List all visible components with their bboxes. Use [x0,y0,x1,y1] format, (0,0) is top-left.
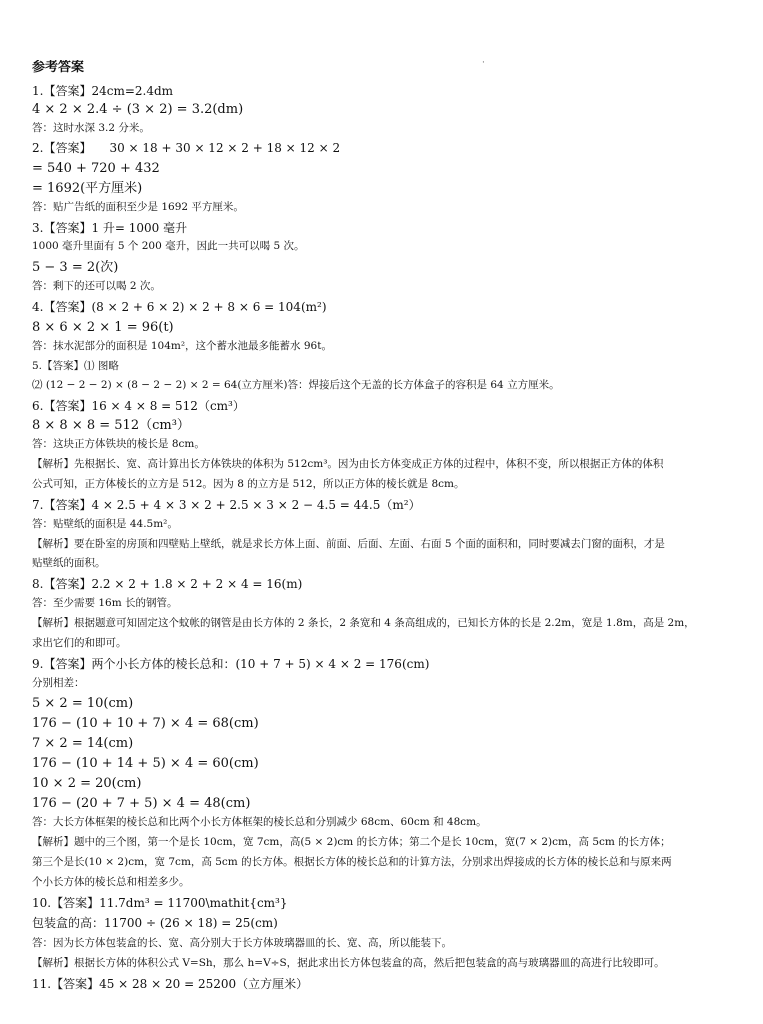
answer-line: 7.【答案】4 × 2.5 + 4 × 3 × 2 + 2.5 × 3 × 2 − 4.5 = 44.5（m²） [32,498,421,512]
answer-line: 9.【答案】两个小长方体的棱长总和：(10 + 7 + 5) × 4 × 2 = 176(cm) [32,657,430,671]
answer-line: 11.【答案】45 × 28 × 20 = 25200（立方厘米） [32,977,309,991]
analysis-line: 贴壁纸的面积。 [32,557,106,569]
page-title: 参考答案 [32,60,85,75]
analysis-line: 【解析】要在卧室的房顶和四壁贴上壁纸，就是求长方体上面、前面、后面、左面、右面 5 个面的面积和，同时要减去门窗的面积，才是 [32,538,665,550]
answer-line: 4 × 2 × 2.4 ÷ (3 × 2) = 3.2(dm) [32,102,244,117]
answer-line: 答：这时水深 3.2 分米。 [32,122,150,134]
analysis-line: 个小长方体的棱长总和相差多少。 [32,876,190,888]
analysis-line: 【解析】根据长方体的体积公式 V=Sh，那么 h=V÷S，据此求出长方体包装盒的高，然后把包装盒的高与玻璃器皿的高进行比较即可。 [32,957,665,969]
answer-line: 分别相差： [32,677,85,689]
analysis-line: 求出它们的和即可。 [32,637,127,649]
answer-line: 答：抹水泥部分的面积是 104m²，这个蓄水池最多能蓄水 96t。 [32,340,332,352]
answer-line: 2.【答案】 30 × 18 + 30 × 12 × 2 + 18 × 12 × 2 [32,141,341,155]
answer-line: 8.【答案】2.2 × 2 + 1.8 × 2 + 2 × 4 = 16(m) [32,577,303,591]
answer-line: 6.【答案】16 × 4 × 8 = 512（cm³） [32,399,245,413]
answer-line: 4.【答案】(8 × 2 + 6 × 2) × 2 + 8 × 6 = 104(m²) [32,300,327,314]
answer-line: 1000 毫升里面有 5 个 200 毫升，因此一共可以喝 5 次。 [32,240,305,252]
answer-line: 包装盒的高：11700 ÷ (26 × 18) = 25(cm) [32,916,278,930]
answer-line: 答：贴广告纸的面积至少是 1692 平方厘米。 [32,201,244,213]
answer-line: 答：大长方体框架的棱长总和比两个小长方体框架的棱长总和分别减少 68cm、60cm 和 48cm。 [32,816,487,828]
answer-line: 5 − 3 = 2(次) [32,260,119,275]
answer-line: = 540 + 720 + 432 [32,161,160,176]
answer-line: 3.【答案】1 升= 1000 毫升 [32,221,188,235]
answer-line: 1.【答案】24cm=2.4dm [32,84,174,98]
answer-line: 5.【答案】⑴ 图略 [32,360,119,372]
answer-line: 答：至少需要 16m 长的钢管。 [32,597,178,609]
answer-line: 答：因为长方体包装盒的长、宽、高分别大于长方体玻璃器皿的长、宽、高，所以能装下。 [32,937,452,949]
answer-line: 答：贴壁纸的面积是 44.5m²。 [32,518,178,530]
answer-line: 答：剩下的还可以喝 2 次。 [32,280,161,292]
answer-line: = 1692(平方厘米) [32,181,143,196]
answer-line: 10.【答案】11.7dm³ = 11700\mathit{cm³} [32,896,288,910]
answer-line: 5 × 2 = 10(cm) [32,696,134,711]
answer-line: 176 − (10 + 14 + 5) × 4 = 60(cm) [32,756,259,771]
analysis-line: 【解析】根据题意可知固定这个蚊帐的钢管是由长方体的 2 条长，2 条宽和 4 条高组成的，已知长方体的长是 2.2m，宽是 1.8m，高是 2m， [32,617,695,629]
stray-dot: · [482,58,485,68]
answer-line: 8 × 6 × 2 × 1 = 96(t) [32,320,174,335]
analysis-line: 公式可知，正方体棱长的立方是 512。因为 8 的立方是 512，所以正方体的棱长就是 8cm。 [32,478,465,490]
analysis-line: 第三个是长(10 × 2)cm，宽 7cm，高 5cm 的长方体。根据长方体的棱长总和的计算方法，分别求出焊接成的长方体的棱长总和与原来两 [32,856,672,868]
analysis-line: 【解析】先根据长、宽、高计算出长方体铁块的体积为 512cm³。因为由长方体变成正方体的过程中，体积不变，所以根据正方体的体积 [32,458,664,470]
analysis-line: 【解析】题中的三个图，第一个是长 10cm，宽 7cm，高(5 × 2)cm 的长方体；第二个是长 10cm，宽(7 × 2)cm，高 5cm 的长方体； [32,836,671,848]
answer-line: 8 × 8 × 8 = 512（cm³） [32,418,190,433]
answer-line: 176 − (20 + 7 + 5) × 4 = 48(cm) [32,796,251,811]
answer-line: 7 × 2 = 14(cm) [32,736,134,751]
answer-line: 176 − (10 + 10 + 7) × 4 = 68(cm) [32,716,259,731]
answer-line: 答：这块正方体铁块的棱长是 8cm。 [32,438,205,450]
answer-line: 10 × 2 = 20(cm) [32,776,142,791]
answer-line: ⑵ (12 − 2 − 2) × (8 − 2 − 2) × 2 = 64(立方厘米)答：焊接后这个无盖的长方体盒子的容积是 64 立方厘米。 [32,379,560,391]
